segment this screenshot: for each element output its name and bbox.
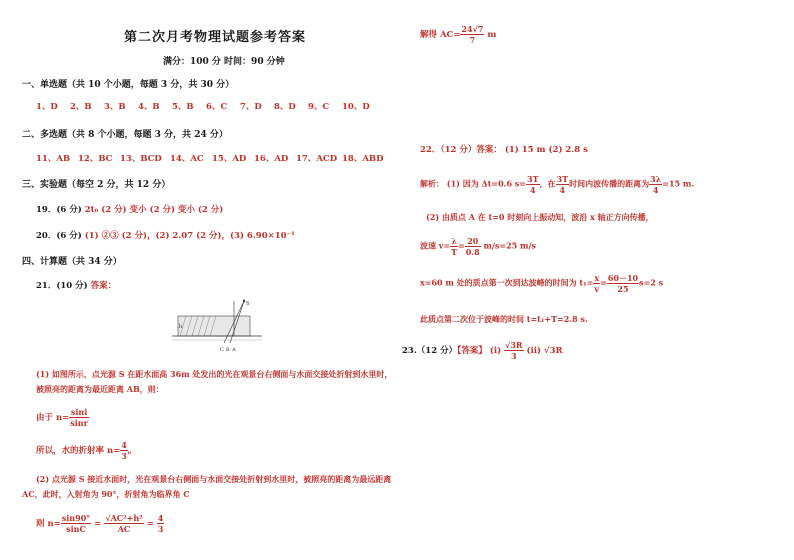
q22-l3-frac2 <box>465 236 481 257</box>
q22-line1 <box>420 174 694 195</box>
q22-l1-f2d: 4 <box>559 185 566 195</box>
q22-l1-end: =15 m. <box>662 178 695 189</box>
q22-line5: 此质点第二次位于波峰的时间 t=t₁+T=2.8 s. <box>420 314 588 324</box>
answer-11: 11、AB <box>36 154 71 164</box>
answer-1: 1、D <box>36 102 58 112</box>
q23-i-num: √3R <box>505 340 523 350</box>
eq1-num: sini <box>70 407 88 417</box>
q22-l1-f3n: 3λ <box>650 174 662 184</box>
q22-l1-prefix: 解析： (1) 因为 Δt=0.6 s= <box>420 178 527 189</box>
q22-l1-f3d: 4 <box>652 185 659 195</box>
q21-eq3: 则 n= $\frac{\sin 90^\circ}{\sin C}$ = $\frac{\text{√AC²+h²}}{AC}$ = $\frac{4}{3}$ <box>36 513 164 534</box>
q23-part-i: (i) <box>489 346 502 356</box>
q19-label: 19．(6 分) <box>36 205 82 215</box>
q22-l3-end: m/s=25 m/s <box>483 240 536 251</box>
answer-2: 2、B <box>70 102 92 112</box>
q22-l3-f1n: λ <box>451 236 457 246</box>
section3-heading: 三、实验题（每空 2 分，共 12 分） <box>22 180 171 190</box>
q20-answer: (1) ②③ (2 分)，(2) 2.07 (2 分)，(3) 6.90×10⁻¹ <box>84 231 295 241</box>
q20-label: 20．(6 分) <box>36 231 82 241</box>
solve-fraction <box>460 24 484 45</box>
q22-l1-mid2: 时间内波传播的距离为 <box>569 178 650 189</box>
q21 <box>36 279 116 291</box>
answer-16: 16、AD <box>254 154 289 164</box>
q22-l1-mid: ，在 <box>539 178 556 189</box>
q22-l1-f1n: 3T <box>527 174 539 184</box>
section1-heading: 一、单选题（共 10 个小题，每题 3 分，共 30 分） <box>22 80 235 90</box>
label-c: C <box>220 347 224 353</box>
eq1-prefix: 由于 n= <box>36 413 70 423</box>
eq3-frac3 <box>157 513 165 534</box>
eq1-fraction <box>69 407 89 428</box>
eq3-frac1 <box>61 513 92 534</box>
q22-l3-frac1 <box>450 236 458 257</box>
q22-l1-frac3 <box>649 174 662 195</box>
q22-l3-f2n: 20 <box>465 236 481 247</box>
q21-para1: (1) 如图所示，点光源 S 在距水面高 36m 处发出的光在观景台右侧面与水面交接处折射到水里时， <box>36 369 393 379</box>
answer-13: 13、BCD <box>120 154 162 164</box>
q22-label: 22．（12 分）答案： <box>420 145 502 155</box>
q21-para4: AC，此时，入射角为 90°，折射角为临界角 C <box>22 489 190 499</box>
q22 <box>420 143 588 155</box>
label-a: A <box>232 347 236 353</box>
eq2-prefix: 所以，水的折射率 n= <box>36 446 121 456</box>
q21-eq2 <box>36 440 136 461</box>
q23-part-ii: (ii) <box>526 346 542 356</box>
q22-line2: (2) 由质点 A 在 t=0 时刻向上振动知，波沿 x 轴正方向传播， <box>426 212 654 222</box>
solve-num: 24√7 <box>461 24 484 34</box>
answer-10: 10、D <box>342 102 370 112</box>
q20 <box>36 229 295 241</box>
label-b: B <box>226 347 230 353</box>
section2-heading: 二、多选题（共 8 个小题，每题 3 分，共 24 分） <box>22 130 228 140</box>
eq3-den3: 3 <box>157 524 164 534</box>
eq3-den2: AC <box>117 524 131 534</box>
answer-6: 6、C <box>206 102 228 112</box>
q23-label: 23.（12 分） <box>402 346 458 356</box>
answer-15: 15、AD <box>212 154 247 164</box>
q23 <box>402 340 563 361</box>
section4-heading: 四、计算题（共 34 分） <box>22 257 122 267</box>
solve-prefix: 解得 AC= <box>420 30 461 40</box>
answer-7: 7、D <box>240 102 262 112</box>
answer-14: 14、AC <box>170 154 204 164</box>
q22-l4-f2d: 25 <box>617 284 629 294</box>
q22-line3 <box>420 236 536 257</box>
q22-answer: (1) 15 m (2) 2.8 s <box>504 145 588 155</box>
q21-answer-tag: 答案： <box>90 281 117 291</box>
eq2-den: 3 <box>121 451 127 461</box>
q22-l4-f1n: x <box>594 273 600 283</box>
q23-i-den: 3 <box>511 351 517 361</box>
q21-label: 21．(10 分) <box>36 281 88 291</box>
eq2-suffix: 。 <box>127 446 137 456</box>
q21-eq1 <box>36 407 89 428</box>
q22-l3-eq: = <box>458 240 465 251</box>
exam-meta: 满分：100 分 时间：90 分钟 <box>163 57 285 67</box>
q22-l3-f2d: 0.8 <box>465 247 480 257</box>
q21-para2: 被照亮的距离为最近距离 AB，则： <box>36 384 164 394</box>
q19 <box>36 203 223 215</box>
label-s: S <box>246 301 250 307</box>
eq3-den1: sinC <box>66 524 86 534</box>
q22-l4-f2n: 60－10 <box>607 273 639 283</box>
eq2-fraction <box>120 440 128 461</box>
eq3-num2: √AC²+h² <box>105 513 143 523</box>
q22-l4-end: s=2 s <box>639 277 664 288</box>
answer-17: 17、ACD <box>296 154 338 164</box>
q22-l3-f1d: T <box>451 247 458 257</box>
eq3-frac2 <box>104 513 143 534</box>
answer-9: 9、C <box>308 102 330 112</box>
answer-4: 4、B <box>138 102 160 112</box>
q23-i-fraction <box>504 340 523 361</box>
q21-para3: (2) 点光源 S 接近水面时，光在观景台右侧面与水面交接处折射到水里时，被照亮的距离为最远距离 <box>36 474 392 484</box>
eq3-prefix: 则 n= <box>36 519 61 529</box>
optics-diagram <box>172 297 262 355</box>
q22-l3-prefix: 波速 v= <box>420 240 451 251</box>
eq2-num: 4 <box>121 440 127 450</box>
ac-solution <box>420 24 496 45</box>
answer-12: 12、BC <box>78 154 113 164</box>
q22-l4-prefix: x=60 m 处的质点第一次到达波峰的时间为 t₁= <box>420 277 594 288</box>
eq3-num1: sin90° <box>61 513 91 523</box>
page-title: 第二次月考物理试题参考答案 <box>124 30 307 45</box>
q22-l4-frac2 <box>607 273 639 294</box>
q23-ii-value: √3R <box>544 346 563 356</box>
q23-tag: 【答案】 <box>457 346 487 356</box>
q22-l1-frac1 <box>526 174 540 195</box>
q19-answer: 2t₀ (2 分) 变小 (2 分) 变小 (2 分) <box>84 205 224 215</box>
q22-line4 <box>420 273 663 294</box>
light-source <box>243 300 245 302</box>
q22-l1-frac2 <box>556 174 570 195</box>
label-h: h <box>179 324 182 330</box>
q22-l4-eq: = <box>600 277 607 288</box>
solve-unit: m <box>487 30 497 40</box>
q22-l4-f1d: v <box>594 284 600 294</box>
answer-3: 3、B <box>104 102 126 112</box>
eq3-num3: 4 <box>157 513 164 523</box>
answer-8: 8、D <box>274 102 296 112</box>
q22-l1-f2n: 3T <box>556 174 569 184</box>
answer-5: 5、B <box>172 102 194 112</box>
eq1-den: sinr <box>70 418 88 428</box>
solve-den: 7 <box>469 35 476 45</box>
q22-l1-f1d: 4 <box>529 185 536 195</box>
answer-18: 18、ABD <box>342 154 384 164</box>
